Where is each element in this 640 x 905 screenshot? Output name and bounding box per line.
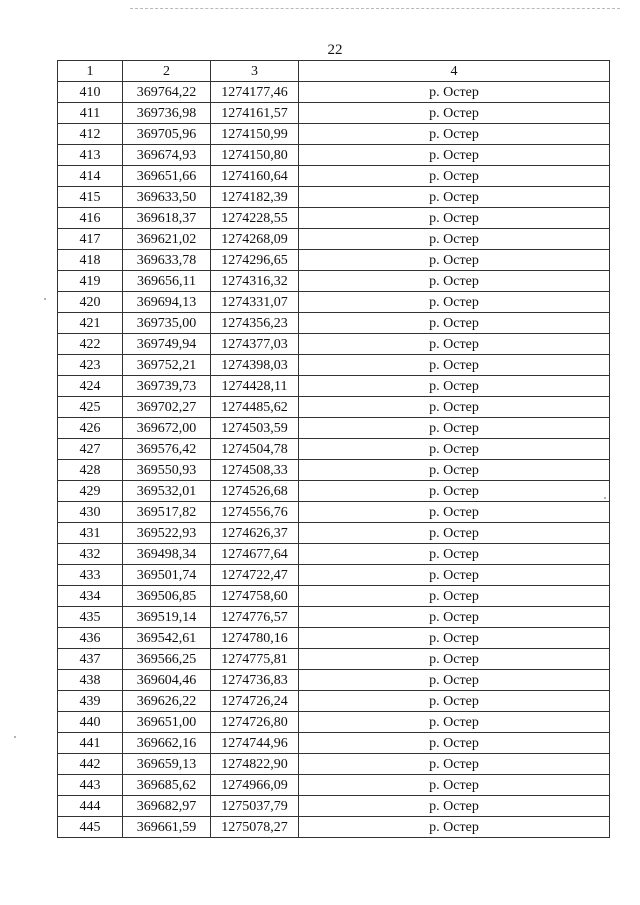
cell-x-coordinate: 369739,73	[123, 376, 211, 397]
cell-x-coordinate: 369752,21	[123, 355, 211, 376]
cell-y-coordinate: 1274966,09	[211, 775, 299, 796]
cell-y-coordinate: 1274150,99	[211, 124, 299, 145]
cell-description: р. Остер	[299, 145, 610, 166]
cell-point-number: 432	[58, 544, 123, 565]
table-row	[58, 334, 610, 355]
cell-y-coordinate: 1274428,11	[211, 376, 299, 397]
table-row	[58, 775, 610, 796]
cell-description: р. Остер	[299, 229, 610, 250]
cell-y-coordinate: 1274736,83	[211, 670, 299, 691]
cell-y-coordinate: 1274228,55	[211, 208, 299, 229]
cell-y-coordinate: 1274822,90	[211, 754, 299, 775]
cell-point-number: 440	[58, 712, 123, 733]
cell-y-coordinate: 1274526,68	[211, 481, 299, 502]
table-row	[58, 817, 610, 838]
cell-x-coordinate: 369618,37	[123, 208, 211, 229]
cell-point-number: 427	[58, 439, 123, 460]
cell-y-coordinate: 1274485,62	[211, 397, 299, 418]
cell-description: р. Остер	[299, 208, 610, 229]
table-row	[58, 670, 610, 691]
table-body	[58, 82, 610, 838]
cell-description: р. Остер	[299, 628, 610, 649]
cell-y-coordinate: 1274356,23	[211, 313, 299, 334]
cell-x-coordinate: 369735,00	[123, 313, 211, 334]
cell-description: р. Остер	[299, 124, 610, 145]
table-row	[58, 103, 610, 124]
cell-y-coordinate: 1274556,76	[211, 502, 299, 523]
cell-point-number: 430	[58, 502, 123, 523]
cell-description: р. Остер	[299, 376, 610, 397]
cell-y-coordinate: 1274677,64	[211, 544, 299, 565]
table-row	[58, 565, 610, 586]
cell-point-number: 426	[58, 418, 123, 439]
cell-description: р. Остер	[299, 796, 610, 817]
cell-y-coordinate: 1274775,81	[211, 649, 299, 670]
table-row	[58, 187, 610, 208]
cell-point-number: 413	[58, 145, 123, 166]
column-header-y: 3	[211, 61, 299, 82]
page-number: 22	[327, 42, 343, 58]
table-header	[58, 61, 610, 82]
table-row	[58, 313, 610, 334]
cell-y-coordinate: 1274150,80	[211, 145, 299, 166]
cell-description: р. Остер	[299, 712, 610, 733]
cell-x-coordinate: 369633,78	[123, 250, 211, 271]
cell-x-coordinate: 369501,74	[123, 565, 211, 586]
cell-point-number: 425	[58, 397, 123, 418]
cell-description: р. Остер	[299, 586, 610, 607]
table-row	[58, 544, 610, 565]
table-row	[58, 376, 610, 397]
cell-point-number: 433	[58, 565, 123, 586]
cell-y-coordinate: 1274503,59	[211, 418, 299, 439]
table-row	[58, 250, 610, 271]
cell-point-number: 442	[58, 754, 123, 775]
cell-x-coordinate: 369621,02	[123, 229, 211, 250]
cell-description: р. Остер	[299, 313, 610, 334]
column-header-description: 4	[299, 61, 610, 82]
cell-x-coordinate: 369604,46	[123, 670, 211, 691]
cell-x-coordinate: 369749,94	[123, 334, 211, 355]
cell-description: р. Остер	[299, 565, 610, 586]
table-row	[58, 271, 610, 292]
cell-x-coordinate: 369498,34	[123, 544, 211, 565]
cell-point-number: 420	[58, 292, 123, 313]
cell-description: р. Остер	[299, 691, 610, 712]
cell-x-coordinate: 369659,13	[123, 754, 211, 775]
cell-point-number: 438	[58, 670, 123, 691]
scan-artifact-line	[130, 8, 620, 9]
cell-point-number: 445	[58, 817, 123, 838]
cell-y-coordinate: 1274726,80	[211, 712, 299, 733]
cell-description: р. Остер	[299, 733, 610, 754]
cell-point-number: 421	[58, 313, 123, 334]
cell-x-coordinate: 369682,97	[123, 796, 211, 817]
cell-x-coordinate: 369672,00	[123, 418, 211, 439]
table-row	[58, 502, 610, 523]
cell-y-coordinate: 1274744,96	[211, 733, 299, 754]
cell-x-coordinate: 369522,93	[123, 523, 211, 544]
cell-description: р. Остер	[299, 502, 610, 523]
table-row	[58, 796, 610, 817]
table-row	[58, 439, 610, 460]
cell-y-coordinate: 1274722,47	[211, 565, 299, 586]
table-row	[58, 208, 610, 229]
table-row	[58, 628, 610, 649]
cell-description: р. Остер	[299, 166, 610, 187]
cell-y-coordinate: 1274331,07	[211, 292, 299, 313]
cell-description: р. Остер	[299, 334, 610, 355]
header-row	[58, 61, 610, 82]
cell-x-coordinate: 369764,22	[123, 82, 211, 103]
cell-point-number: 429	[58, 481, 123, 502]
cell-x-coordinate: 369661,59	[123, 817, 211, 838]
cell-point-number: 439	[58, 691, 123, 712]
cell-y-coordinate: 1274776,57	[211, 607, 299, 628]
table-row	[58, 460, 610, 481]
cell-description: р. Остер	[299, 355, 610, 376]
column-header-x: 2	[123, 61, 211, 82]
scan-speck	[604, 497, 606, 499]
cell-description: р. Остер	[299, 271, 610, 292]
cell-x-coordinate: 369519,14	[123, 607, 211, 628]
cell-description: р. Остер	[299, 544, 610, 565]
cell-x-coordinate: 369702,27	[123, 397, 211, 418]
cell-y-coordinate: 1274182,39	[211, 187, 299, 208]
column-header-point-number: 1	[58, 61, 123, 82]
cell-description: р. Остер	[299, 418, 610, 439]
table-row	[58, 355, 610, 376]
table-row	[58, 607, 610, 628]
cell-y-coordinate: 1274780,16	[211, 628, 299, 649]
cell-point-number: 424	[58, 376, 123, 397]
cell-point-number: 416	[58, 208, 123, 229]
cell-x-coordinate: 369736,98	[123, 103, 211, 124]
cell-y-coordinate: 1275078,27	[211, 817, 299, 838]
cell-x-coordinate: 369633,50	[123, 187, 211, 208]
cell-x-coordinate: 369566,25	[123, 649, 211, 670]
cell-description: р. Остер	[299, 607, 610, 628]
cell-description: р. Остер	[299, 250, 610, 271]
table-row	[58, 733, 610, 754]
cell-description: р. Остер	[299, 187, 610, 208]
table-row	[58, 292, 610, 313]
cell-point-number: 419	[58, 271, 123, 292]
cell-x-coordinate: 369576,42	[123, 439, 211, 460]
cell-point-number: 431	[58, 523, 123, 544]
cell-point-number: 422	[58, 334, 123, 355]
table-row	[58, 712, 610, 733]
cell-y-coordinate: 1274177,46	[211, 82, 299, 103]
table-row	[58, 691, 610, 712]
cell-description: р. Остер	[299, 817, 610, 838]
cell-point-number: 414	[58, 166, 123, 187]
coordinates-table	[57, 60, 610, 838]
cell-description: р. Остер	[299, 103, 610, 124]
cell-x-coordinate: 369694,13	[123, 292, 211, 313]
cell-y-coordinate: 1274160,64	[211, 166, 299, 187]
cell-point-number: 435	[58, 607, 123, 628]
cell-x-coordinate: 369550,93	[123, 460, 211, 481]
cell-description: р. Остер	[299, 670, 610, 691]
cell-point-number: 418	[58, 250, 123, 271]
cell-x-coordinate: 369506,85	[123, 586, 211, 607]
cell-description: р. Остер	[299, 649, 610, 670]
table-row	[58, 145, 610, 166]
cell-point-number: 437	[58, 649, 123, 670]
table-row	[58, 649, 610, 670]
cell-point-number: 423	[58, 355, 123, 376]
table-row	[58, 229, 610, 250]
cell-y-coordinate: 1274504,78	[211, 439, 299, 460]
table-row	[58, 418, 610, 439]
cell-y-coordinate: 1274268,09	[211, 229, 299, 250]
scan-speck	[14, 736, 16, 738]
cell-point-number: 415	[58, 187, 123, 208]
cell-description: р. Остер	[299, 397, 610, 418]
cell-y-coordinate: 1274626,37	[211, 523, 299, 544]
cell-point-number: 410	[58, 82, 123, 103]
table-row	[58, 523, 610, 544]
cell-x-coordinate: 369651,00	[123, 712, 211, 733]
table-row	[58, 124, 610, 145]
cell-point-number: 417	[58, 229, 123, 250]
cell-y-coordinate: 1274377,03	[211, 334, 299, 355]
table-row	[58, 166, 610, 187]
cell-point-number: 434	[58, 586, 123, 607]
cell-y-coordinate: 1274726,24	[211, 691, 299, 712]
cell-description: р. Остер	[299, 292, 610, 313]
cell-x-coordinate: 369517,82	[123, 502, 211, 523]
cell-description: р. Остер	[299, 82, 610, 103]
cell-x-coordinate: 369656,11	[123, 271, 211, 292]
cell-y-coordinate: 1274398,03	[211, 355, 299, 376]
cell-y-coordinate: 1275037,79	[211, 796, 299, 817]
cell-y-coordinate: 1274316,32	[211, 271, 299, 292]
cell-x-coordinate: 369705,96	[123, 124, 211, 145]
cell-point-number: 443	[58, 775, 123, 796]
cell-x-coordinate: 369651,66	[123, 166, 211, 187]
cell-description: р. Остер	[299, 460, 610, 481]
cell-point-number: 441	[58, 733, 123, 754]
cell-x-coordinate: 369626,22	[123, 691, 211, 712]
cell-point-number: 411	[58, 103, 123, 124]
cell-description: р. Остер	[299, 481, 610, 502]
table-row	[58, 481, 610, 502]
cell-point-number: 428	[58, 460, 123, 481]
table-row	[58, 82, 610, 103]
cell-x-coordinate: 369532,01	[123, 481, 211, 502]
table-row	[58, 586, 610, 607]
cell-point-number: 436	[58, 628, 123, 649]
cell-x-coordinate: 369674,93	[123, 145, 211, 166]
cell-description: р. Остер	[299, 754, 610, 775]
cell-description: р. Остер	[299, 439, 610, 460]
cell-point-number: 412	[58, 124, 123, 145]
table-row	[58, 397, 610, 418]
cell-point-number: 444	[58, 796, 123, 817]
cell-x-coordinate: 369662,16	[123, 733, 211, 754]
cell-x-coordinate: 369685,62	[123, 775, 211, 796]
cell-description: р. Остер	[299, 523, 610, 544]
cell-y-coordinate: 1274758,60	[211, 586, 299, 607]
cell-y-coordinate: 1274296,65	[211, 250, 299, 271]
cell-y-coordinate: 1274508,33	[211, 460, 299, 481]
cell-description: р. Остер	[299, 775, 610, 796]
scan-speck	[44, 298, 46, 300]
cell-y-coordinate: 1274161,57	[211, 103, 299, 124]
table-row	[58, 754, 610, 775]
cell-x-coordinate: 369542,61	[123, 628, 211, 649]
